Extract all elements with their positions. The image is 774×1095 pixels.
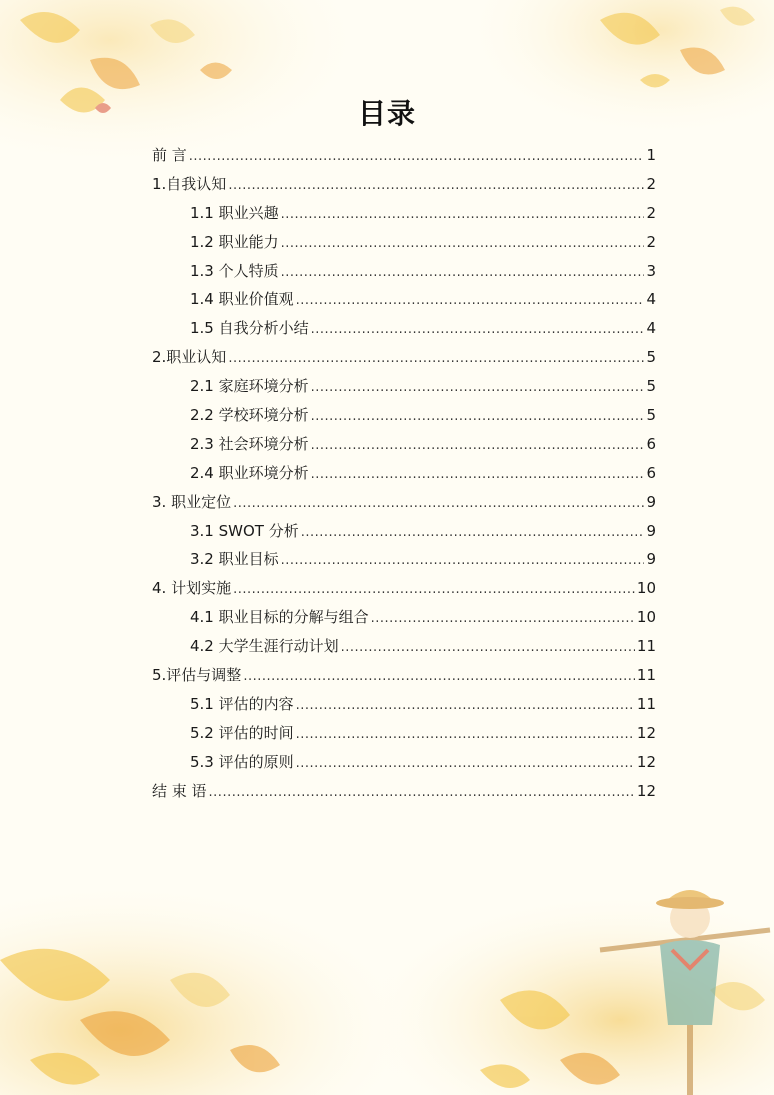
toc-entry-label: 3.1 SWOT 分析	[190, 521, 299, 540]
toc-dot-leader	[281, 259, 645, 288]
toc-entry-page-number: 12	[636, 752, 656, 771]
toc-entry[interactable]	[152, 690, 656, 719]
toc-entry[interactable]	[152, 343, 656, 372]
toc-entry-label: 2.1 家庭环境分析	[190, 377, 309, 396]
toc-entry[interactable]	[152, 574, 656, 603]
toc-entry[interactable]	[152, 603, 656, 632]
toc-entry-label: 4. 计划实施	[152, 579, 232, 598]
toc-entry[interactable]	[152, 401, 656, 430]
toc-entry-label: 2.职业认知	[152, 348, 227, 367]
toc-dot-leader	[296, 287, 645, 316]
toc-entry-label: 4.1 职业目标的分解与组合	[190, 608, 369, 627]
toc-entry-page-number: 6	[646, 463, 656, 482]
toc-list	[152, 141, 656, 805]
toc-dot-leader	[301, 519, 645, 548]
toc-entry-label: 1.4 职业价值观	[190, 290, 294, 309]
toc-entry[interactable]	[152, 170, 656, 199]
toc-entry-label: 1.1 职业兴趣	[190, 203, 279, 222]
toc-dot-leader	[228, 172, 644, 201]
toc-dot-leader	[311, 432, 645, 461]
toc-entry[interactable]	[152, 632, 656, 661]
toc-dot-leader	[281, 547, 645, 576]
toc-dot-leader	[311, 403, 645, 432]
page-title: 目录	[357, 97, 416, 130]
toc-entry-page-number: 5	[646, 406, 656, 425]
toc-entry-label: 3.2 职业目标	[190, 550, 279, 569]
toc-entry-label: 1.2 职业能力	[190, 232, 279, 251]
toc-entry-label: 2.4 职业环境分析	[190, 463, 309, 482]
toc-dot-leader	[296, 692, 635, 721]
toc-entry-label: 前 言	[152, 146, 187, 164]
toc-dot-leader	[243, 663, 635, 692]
toc-entry-page-number: 11	[636, 694, 656, 713]
toc-entry[interactable]	[152, 748, 656, 777]
toc-dot-leader	[228, 345, 644, 374]
toc-dot-leader	[311, 316, 645, 345]
toc-entry-label: 1.3 个人特质	[190, 261, 279, 280]
toc-dot-leader	[311, 374, 645, 403]
toc-entry[interactable]	[152, 661, 656, 690]
toc-entry-page-number: 2	[646, 232, 656, 251]
toc-entry-page-number: 2	[646, 203, 656, 222]
toc-entry-page-number: 3	[646, 261, 656, 280]
toc-entry-page-number: 5	[646, 348, 656, 367]
toc-entry[interactable]	[152, 430, 656, 459]
toc-entry-label: 5.1 评估的内容	[190, 694, 294, 713]
toc-dot-leader	[233, 576, 635, 605]
toc-entry-label: 3. 职业定位	[152, 492, 232, 511]
toc-dot-leader	[296, 721, 635, 750]
toc-dot-leader	[189, 143, 645, 172]
toc-entry[interactable]	[152, 228, 656, 257]
toc-entry[interactable]	[152, 257, 656, 286]
toc-entry-label: 结 束 语	[152, 781, 207, 800]
toc-entry[interactable]	[152, 545, 656, 574]
toc-entry-page-number: 12	[636, 781, 656, 800]
toc-entry-page-number: 5	[646, 377, 656, 396]
toc-dot-leader	[209, 779, 635, 808]
toc-entry-label: 5.2 评估的时间	[190, 723, 294, 742]
toc-entry-page-number: 11	[636, 637, 656, 656]
toc-entry[interactable]	[152, 719, 656, 748]
toc-entry-page-number: 9	[646, 492, 656, 511]
toc-dot-leader	[233, 490, 644, 519]
toc-entry-label: 1.自我认知	[152, 174, 227, 193]
toc-entry[interactable]	[152, 285, 656, 314]
toc-dot-leader	[296, 750, 635, 779]
toc-entry[interactable]	[152, 488, 656, 517]
toc-entry-label: 5.3 评估的原则	[190, 752, 294, 771]
toc-entry[interactable]	[152, 314, 656, 343]
toc-entry-page-number: 4	[646, 319, 656, 338]
toc-entry-label: 2.3 社会环境分析	[190, 434, 309, 453]
toc-dot-leader	[371, 605, 635, 634]
toc-entry-page-number: 9	[646, 521, 656, 540]
toc-entry[interactable]	[152, 517, 656, 546]
toc-entry[interactable]	[152, 199, 656, 228]
toc-entry-page-number: 4	[646, 290, 656, 309]
toc-dot-leader	[281, 201, 645, 230]
toc-entry-page-number: 11	[636, 666, 656, 685]
toc-entry-label: 5.评估与调整	[152, 666, 242, 685]
toc-entry-page-number: 6	[646, 434, 656, 453]
toc-entry[interactable]	[152, 141, 656, 170]
toc-entry[interactable]	[152, 372, 656, 401]
toc-dot-leader	[281, 230, 645, 259]
toc-entry-label: 4.2 大学生涯行动计划	[190, 637, 339, 656]
toc-dot-leader	[341, 634, 635, 663]
toc-entry-label: 2.2 学校环境分析	[190, 406, 309, 425]
toc-entry-page-number: 9	[646, 550, 656, 569]
toc-entry-page-number: 2	[646, 174, 656, 193]
toc-dot-leader	[311, 461, 645, 490]
toc-entry-label: 1.5 自我分析小结	[190, 319, 309, 338]
toc-entry[interactable]	[152, 459, 656, 488]
toc-entry[interactable]	[152, 777, 656, 806]
toc-entry-page-number: 10	[636, 608, 656, 627]
toc-entry-page-number: 12	[636, 723, 656, 742]
toc-entry-page-number: 10	[636, 579, 656, 598]
toc-entry-page-number: 1	[646, 146, 656, 164]
